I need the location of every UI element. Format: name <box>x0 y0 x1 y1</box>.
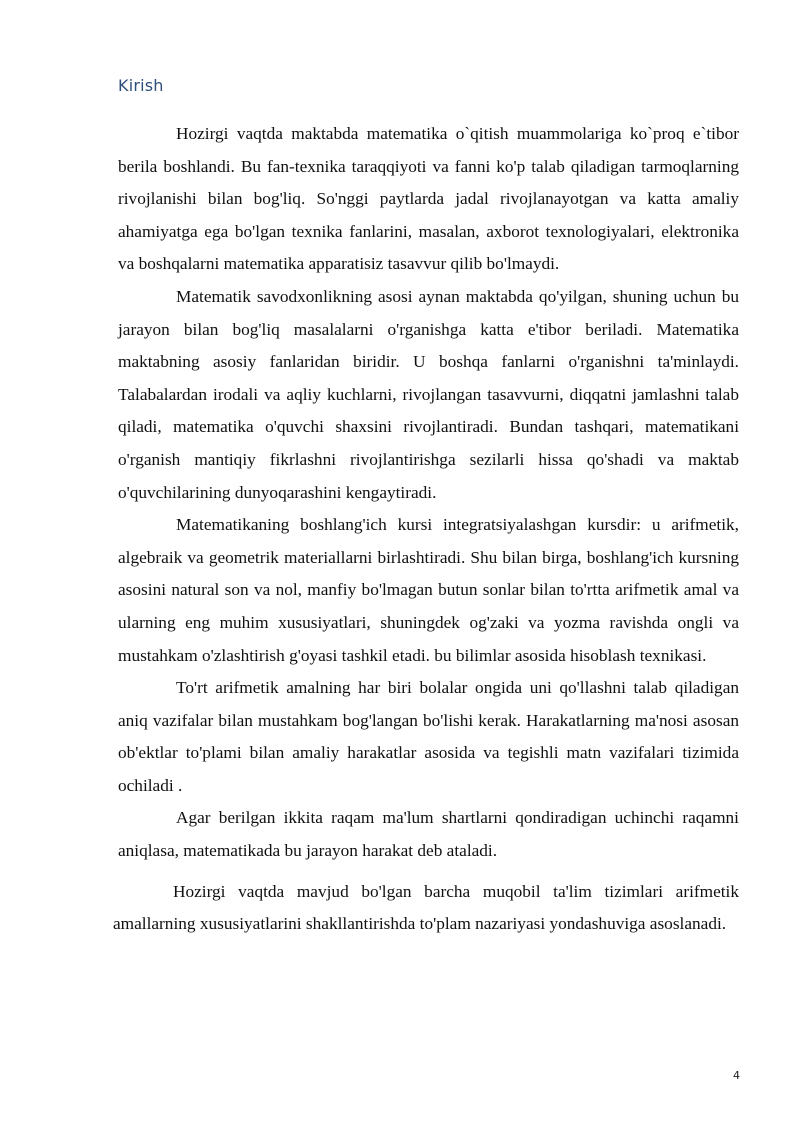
section-heading: Kirish <box>118 76 164 95</box>
paragraph-2: Matematik savodxonlikning asosi aynan maktabda qo'yilgan, shuning uchun bu jarayon bilan bog'liq masalalarni o'rganishga katta e'tibor beriladi. Matematika maktabning asosiy fanlaridan biridir. U boshqa fanlarni o'rganishni ta'minlaydi. Talabalardan irodali va aqliy kuchlarni, rivojlangan tasavvurni, diqqatni jamlashni talab qiladi, matematika o'quvchi shaxsini rivojlantiradi. Bundan tashqari, matematikani o'rganish mantiqiy fikrlashni rivojlantirishga sezilarli hissa qo'shadi va maktab o'quvchilarining dunyoqarashini kengaytiradi. <box>118 286 739 502</box>
page-number: 4 <box>733 1069 740 1082</box>
paragraph-1: Hozirgi vaqtda maktabda matematika o`qitish muammolariga ko`proq e`tibor berila boshlandi. Bu fan-texnika taraqqiyoti va fanni ko'p talab qiladigan tarmoqlarning rivojlanishi bilan bog'liq. So'nggi paytlarda jadal rivojlanayotgan va katta amaliy ahamiyatga ega bo'lgan texnika fanlarini, masalan, axborot texnologiyalari, elektronika va boshqalarni matematika apparatisiz tasavvur qilib bo'lmaydi. <box>118 124 739 274</box>
paragraph-5: Agar berilgan ikkita raqam ma'lum shartlarni qondiradigan uchinchi raqamni aniqlasa, matematikada bu jarayon harakat deb ataladi. <box>118 808 739 861</box>
paragraph-3: Matematikaning boshlang'ich kursi integratsiyalashgan kursdir: u arifmetik, algebraik va geometrik materiallarni birlashtiradi. Shu bilan birga, boshlang'ich kursning asosini natural son va nol, manfiy bo'lmagan butun sonlar bilan to'rtta arifmetik amal va ularning eng muhim xususiyatlari, shuningdek og'zaki va yozma ravishda ongli va mustahkam o'zlashtirish g'oyasi tashkil etadi. bu bilimlar asosida hisoblash texnikasi. <box>118 515 739 665</box>
body-text <box>113 118 739 941</box>
paragraph-4: To'rt arifmetik amalning har biri bolalar ongida uni qo'llashni talab qiladigan aniq vazifalar bilan mustahkam bog'langan bo'lishi kerak. Harakatlarning ma'nosi asosan ob'ektlar to'plami bilan amaliy harakatlar asosida va tegishli matn vazifalari tizimida ochiladi . <box>118 678 739 795</box>
paragraph-6: Hozirgi vaqtda mavjud bo'lgan barcha muqobil ta'lim tizimlari arifmetik amallarning xususiyatlarini shakllantirishda to'plam nazariyasi yondashuviga asoslanadi. <box>113 881 739 934</box>
